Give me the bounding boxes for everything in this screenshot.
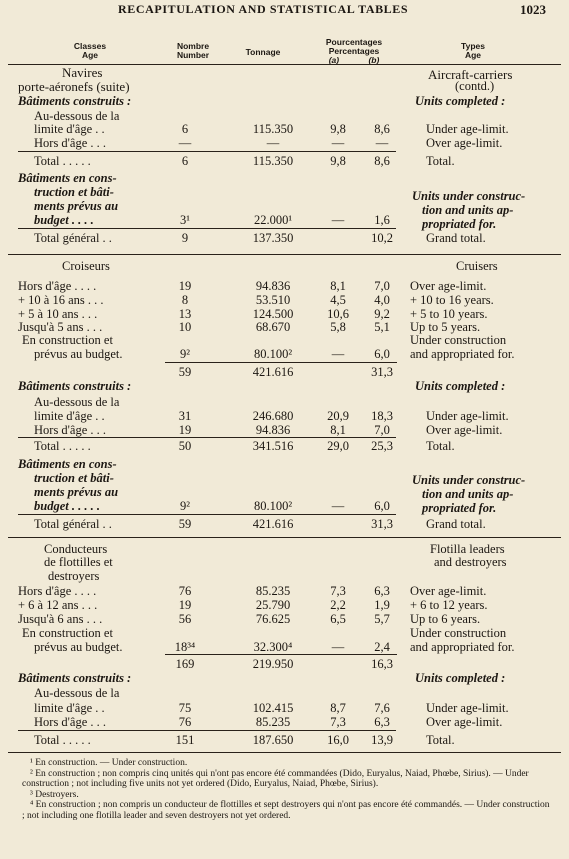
english-label: + 5 to 10 years. xyxy=(410,307,488,321)
class-label: budget . . . . xyxy=(34,213,94,227)
rule xyxy=(18,437,396,438)
tonnage-cell: 53.510 xyxy=(255,293,291,307)
percentage-b-cell: 8,6 xyxy=(374,154,390,168)
table-row xyxy=(0,380,569,393)
rule xyxy=(8,254,561,255)
percentage-b-cell: 6,0 xyxy=(374,499,390,513)
number-cell: 59 xyxy=(178,365,192,379)
col-head-tonnage: Tonnage xyxy=(245,47,281,57)
english-label: Under construction xyxy=(410,626,507,640)
table-row xyxy=(0,518,569,531)
tonnage-cell: 246.680 xyxy=(252,409,294,423)
percentage-a-cell: — xyxy=(331,136,345,150)
table-row xyxy=(0,716,569,729)
footnote: ² En construction ; non compris cinq unités qui n'ont pas encore été commandées (Dido, Euryalus, Naiad, Phœbe, Sirius). — Under construction ; not including five units not yet ordered (Dido, Euryalus, Naiad, Phœbe, Sirius). xyxy=(22,768,529,789)
table-row xyxy=(0,458,569,471)
class-label: Total . . . . . xyxy=(34,154,91,168)
english-multiline xyxy=(0,218,569,231)
class-label: Hors d'âge . . . . xyxy=(18,279,97,293)
english-label: and destroyers xyxy=(434,555,507,569)
percentage-b-cell: 1,6 xyxy=(374,213,390,227)
tonnage-cell: 115.350 xyxy=(252,154,294,168)
english-label: Grand total. xyxy=(426,231,486,245)
tonnage-cell: 94.836 xyxy=(255,279,291,293)
table-row xyxy=(0,687,569,700)
percentage-b-cell: 6,3 xyxy=(374,715,390,729)
class-label: Bâtiments construits : xyxy=(18,94,132,108)
table-row xyxy=(0,570,569,583)
class-label: Bâtiments construits : xyxy=(18,379,132,393)
table-row xyxy=(0,232,569,245)
tonnage-cell: 341.516 xyxy=(252,439,294,453)
english-label: tion and units ap- xyxy=(422,487,514,501)
types-heading xyxy=(0,65,569,82)
english-multiline xyxy=(0,471,569,487)
footnote: ¹ En construction. — Under construction. xyxy=(30,758,188,768)
percentage-b-cell: 6,0 xyxy=(374,347,390,361)
english-label: Under age-limit. xyxy=(426,122,509,136)
english-multiline xyxy=(0,499,569,515)
table-row xyxy=(0,396,569,409)
percentage-a-cell: — xyxy=(331,499,345,513)
english-label: and appropriated for. xyxy=(410,640,515,654)
class-label: Bâtiments en cons- xyxy=(18,457,117,471)
footnotes xyxy=(22,758,552,821)
class-label: truction et bâti- xyxy=(34,185,114,199)
tonnage-cell: 102.415 xyxy=(252,701,294,715)
tonnage-cell: 85.235 xyxy=(255,715,291,729)
number-cell: 19 xyxy=(178,598,192,612)
english-label: Units completed : xyxy=(415,671,506,685)
percentage-a-cell: 7,3 xyxy=(330,715,346,729)
number-cell: 6 xyxy=(181,154,189,168)
class-label: + 6 à 12 ans . . . xyxy=(18,598,98,612)
percentage-a-cell: 6,5 xyxy=(330,612,346,626)
percentage-b-cell: 25,3 xyxy=(371,439,393,453)
tonnage-cell: 187.650 xyxy=(252,733,294,747)
english-label: Under age-limit. xyxy=(426,701,509,715)
table-row xyxy=(0,658,569,671)
percentage-b-cell: 18,3 xyxy=(371,409,393,423)
col-head-types: Types Age xyxy=(461,41,485,60)
percentage-b-cell: 5,1 xyxy=(374,320,390,334)
table-row xyxy=(0,410,569,423)
percentage-a-cell: — xyxy=(331,640,345,654)
tonnage-cell: — xyxy=(266,136,280,150)
percentage-a-cell: 29,0 xyxy=(327,439,349,453)
number-cell: 169 xyxy=(175,657,195,671)
table-row xyxy=(0,734,569,747)
percentage-a-cell: 2,2 xyxy=(330,598,346,612)
english-label: Under age-limit. xyxy=(426,409,509,423)
english-label: + 10 to 16 years. xyxy=(410,293,494,307)
class-label: porte-aéronefs (suite) xyxy=(18,79,130,94)
tonnage-cell: 85.235 xyxy=(255,584,291,598)
percentage-b-cell: 7,6 xyxy=(374,701,390,715)
class-label: prévus au budget. xyxy=(34,347,123,361)
number-cell: 76 xyxy=(178,715,192,729)
percentage-b-cell: 31,3 xyxy=(371,517,393,531)
number-cell: 9² xyxy=(180,499,190,513)
class-label: Hors d'âge . . . xyxy=(34,423,107,437)
english-label: Units completed : xyxy=(415,379,506,393)
table-row xyxy=(0,556,569,569)
english-label: (contd.) xyxy=(455,79,495,93)
english-label: Up to 5 years. xyxy=(410,320,481,334)
class-label: limite d'âge . . xyxy=(34,122,105,136)
english-label: Over age-limit. xyxy=(426,715,503,729)
number-cell: 9 xyxy=(181,231,189,245)
english-label: + 6 to 12 years. xyxy=(410,598,488,612)
percentage-b-cell: 1,9 xyxy=(374,598,390,612)
tonnage-cell: 94.836 xyxy=(255,423,291,437)
percentage-a-cell: 20,9 xyxy=(327,409,349,423)
percentage-b-cell: 13,9 xyxy=(371,733,393,747)
tonnage-cell: 68.670 xyxy=(255,320,291,334)
english-label: propriated for. xyxy=(422,501,497,515)
class-label: de flottilles et xyxy=(44,555,113,569)
percentage-b-cell: 7,0 xyxy=(374,423,390,437)
class-label: Conducteurs xyxy=(44,542,108,556)
tonnage-cell: 137.350 xyxy=(252,231,294,245)
number-cell: 19 xyxy=(178,423,192,437)
table-row xyxy=(0,585,569,598)
class-label: + 5 à 10 ans . . . xyxy=(18,307,98,321)
class-label: En construction et xyxy=(22,333,113,347)
class-label: Total . . . . . xyxy=(34,733,91,747)
number-cell: 151 xyxy=(175,733,195,747)
number-cell: 3¹ xyxy=(180,213,190,227)
class-label: Croiseurs xyxy=(62,259,110,273)
table-row xyxy=(0,155,569,168)
table-row xyxy=(0,599,569,612)
page-number: 1023 xyxy=(520,2,546,17)
class-label: Au-dessous de la xyxy=(34,395,120,409)
english-label: Total. xyxy=(426,154,455,168)
number-cell: 19 xyxy=(178,279,192,293)
number-cell: 76 xyxy=(178,584,192,598)
class-label: Bâtiments en cons- xyxy=(18,171,117,185)
table-row xyxy=(0,260,569,273)
table-row xyxy=(0,123,569,136)
tonnage-cell: 80.100² xyxy=(253,347,293,361)
table-row xyxy=(0,348,569,361)
table-row xyxy=(0,613,569,626)
english-label: Over age-limit. xyxy=(410,584,487,598)
class-label: truction et bâti- xyxy=(34,471,114,485)
percentage-a-cell: 7,3 xyxy=(330,584,346,598)
table-row xyxy=(0,627,569,640)
col-head-number: Nombre Number xyxy=(176,41,210,60)
footnote: ³ Destroyers. xyxy=(30,789,79,800)
class-label: Jusqu'à 6 ans . . . xyxy=(18,612,103,626)
percentage-b-cell: — xyxy=(375,136,389,150)
percentage-b-cell: 8,6 xyxy=(374,122,390,136)
percentage-a-cell: 8,1 xyxy=(330,279,346,293)
number-cell: 31 xyxy=(178,409,192,423)
class-label: Hors d'âge . . . xyxy=(34,136,107,150)
page-header xyxy=(0,2,569,18)
rule xyxy=(18,730,396,731)
english-label: tion and units ap- xyxy=(422,203,514,217)
percentage-b-cell: 16,3 xyxy=(371,657,393,671)
table-row xyxy=(0,672,569,685)
class-label: Navires xyxy=(62,65,103,80)
percentage-a-cell: 5,8 xyxy=(330,320,346,334)
percentage-b-cell: 7,0 xyxy=(374,279,390,293)
english-label: Over age-limit. xyxy=(410,279,487,293)
number-cell: 10 xyxy=(178,320,192,334)
tonnage-cell: 80.100² xyxy=(253,499,293,513)
table-row xyxy=(0,280,569,293)
number-cell: 18³⁴ xyxy=(174,640,196,654)
english-label: Total. xyxy=(426,439,455,453)
number-cell: 9² xyxy=(180,347,190,361)
percentage-a-cell: 4,5 xyxy=(330,293,346,307)
class-label: budget . . . . . xyxy=(34,499,100,513)
english-multiline xyxy=(0,190,569,203)
table-row xyxy=(0,366,569,379)
tonnage-cell: 32.300⁴ xyxy=(253,640,293,654)
table-row xyxy=(0,334,569,347)
percentage-b-cell: 9,2 xyxy=(374,307,390,321)
percentage-b-cell: 2,4 xyxy=(374,640,390,654)
class-label: limite d'âge . . xyxy=(34,701,105,715)
class-label: + 10 à 16 ans . . . xyxy=(18,293,104,307)
class-label: ments prévus au xyxy=(34,199,119,213)
number-cell: — xyxy=(178,136,192,150)
class-label: Total . . . . . xyxy=(34,439,91,453)
class-label: Hors d'âge . . . xyxy=(34,715,107,729)
english-label: and appropriated for. xyxy=(410,347,515,361)
running-title: RECAPITULATION AND STATISTICAL TABLES xyxy=(118,2,409,16)
rule xyxy=(165,362,397,363)
table-row xyxy=(0,424,569,437)
percentage-b-cell: 5,7 xyxy=(374,612,390,626)
rule xyxy=(18,151,396,152)
class-label: ments prévus au xyxy=(34,485,119,499)
class-label: En construction et xyxy=(22,626,113,640)
tonnage-cell: 115.350 xyxy=(252,122,294,136)
table-row xyxy=(0,294,569,307)
rule xyxy=(8,537,561,538)
class-label: Total général . . xyxy=(34,231,112,245)
class-label: destroyers xyxy=(48,569,100,583)
percentage-b-cell: 10,2 xyxy=(371,231,393,245)
percentage-a-cell: 9,8 xyxy=(330,122,346,136)
percentage-a-cell: 9,8 xyxy=(330,154,346,168)
percentage-a-cell: — xyxy=(331,347,345,361)
tonnage-cell: 76.625 xyxy=(255,612,291,626)
english-label: Flotilla leaders xyxy=(430,542,505,556)
english-label: Over age-limit. xyxy=(426,423,503,437)
english-label: Under construction xyxy=(410,333,507,347)
tonnage-cell: 421.616 xyxy=(252,517,294,531)
number-cell: 59 xyxy=(178,517,192,531)
english-label: Grand total. xyxy=(426,517,486,531)
number-cell: 75 xyxy=(178,701,192,715)
percentage-b-cell: 4,0 xyxy=(374,293,390,307)
english-label: Total. xyxy=(426,733,455,747)
percentage-a-cell: — xyxy=(331,213,345,227)
number-cell: 13 xyxy=(178,307,192,321)
percentage-a-cell: 8,7 xyxy=(330,701,346,715)
number-cell: 6 xyxy=(181,122,189,136)
percentage-b-cell: 6,3 xyxy=(374,584,390,598)
class-label: prévus au budget. xyxy=(34,640,123,654)
percentage-a-cell: 10,6 xyxy=(327,307,349,321)
class-label: Bâtiments construits : xyxy=(18,671,132,685)
english-label: Units under construc- xyxy=(412,473,526,487)
english-label: Cruisers xyxy=(456,259,498,273)
table-row xyxy=(0,172,569,185)
class-label: Au-dessous de la xyxy=(34,686,120,700)
tonnage-cell: 22.000¹ xyxy=(253,213,293,227)
percentage-a-cell: 16,0 xyxy=(327,733,349,747)
class-label: Au-dessous de la xyxy=(34,109,120,123)
percentage-b-cell: 31,3 xyxy=(371,365,393,379)
class-label: Hors d'âge . . . . xyxy=(18,584,97,598)
tonnage-cell: 124.500 xyxy=(252,307,294,321)
english-multiline xyxy=(0,485,569,501)
percentage-a-cell: 8,1 xyxy=(330,423,346,437)
footnote: ⁴ En construction ; non compris un conducteur de flottilles et sept destroyers qui n'ont pas encore été commandés. — Under construction ; not including one flotilla leader and seven destroyers not yet ordered. xyxy=(22,800,550,821)
table-row xyxy=(0,702,569,715)
table-row xyxy=(0,137,569,150)
col-head-percentages: Pourcentages Percentages (a) (b) xyxy=(325,37,383,65)
english-label: Units completed : xyxy=(415,94,506,108)
english-label: propriated for. xyxy=(422,217,497,231)
table-row xyxy=(0,95,569,108)
col-head-classes: Classes Age xyxy=(73,41,107,60)
table-row xyxy=(0,440,569,453)
class-label: limite d'âge . . xyxy=(34,409,105,423)
english-label: Up to 6 years. xyxy=(410,612,481,626)
number-cell: 50 xyxy=(178,439,192,453)
english-multiline xyxy=(0,204,569,217)
tonnage-cell: 421.616 xyxy=(252,365,294,379)
rule xyxy=(165,654,397,655)
english-label: Units under construc- xyxy=(412,189,526,203)
table-row xyxy=(0,641,569,654)
tonnage-cell: 219.950 xyxy=(252,657,294,671)
class-label: Total général . . xyxy=(34,517,112,531)
number-cell: 8 xyxy=(181,293,189,307)
english-label: Over age-limit. xyxy=(426,136,503,150)
english-label: Aircraft-carriers xyxy=(428,67,513,82)
tonnage-cell: 25.790 xyxy=(255,598,291,612)
number-cell: 56 xyxy=(178,612,192,626)
rule xyxy=(8,752,561,753)
class-label: Jusqu'à 5 ans . . . xyxy=(18,320,103,334)
